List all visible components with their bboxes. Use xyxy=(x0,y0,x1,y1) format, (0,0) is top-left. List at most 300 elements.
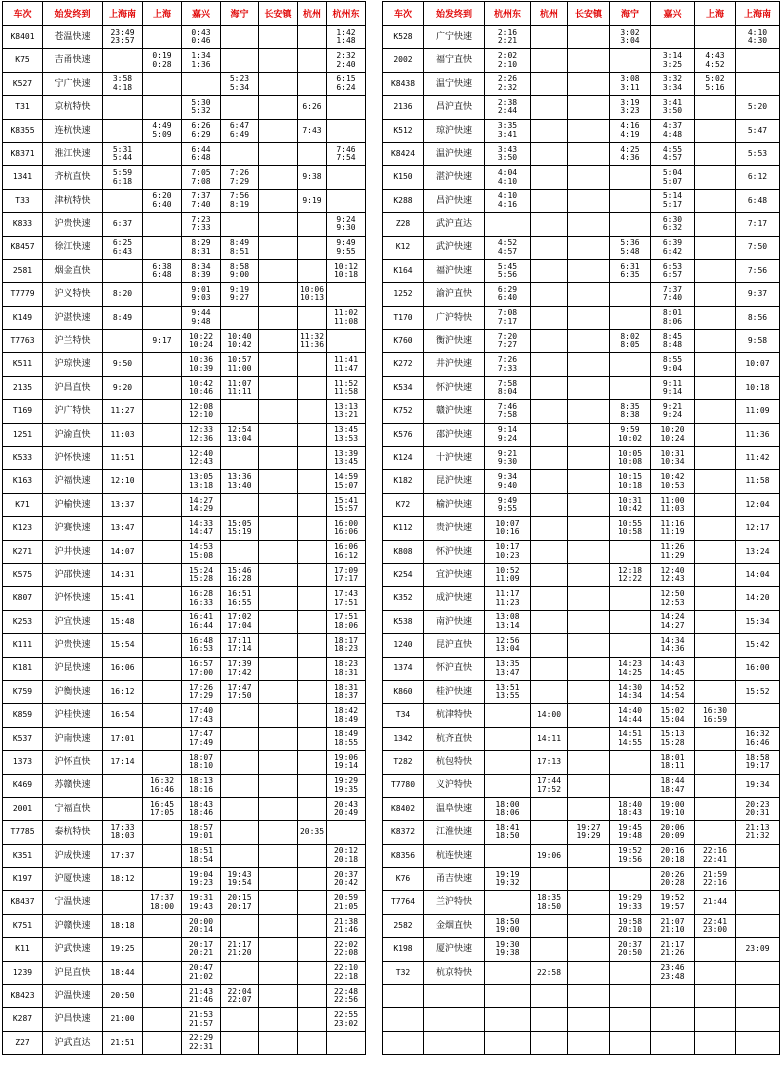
time-cell xyxy=(221,657,259,680)
time-cell xyxy=(531,166,568,189)
departure-time: 10:46 xyxy=(188,387,214,397)
route-name: 宜沪快速 xyxy=(424,563,485,586)
train-number: K8424 xyxy=(383,142,424,165)
time-cell xyxy=(610,213,651,236)
time-cell xyxy=(485,587,531,610)
arrival-time: 22:29 xyxy=(188,1033,214,1043)
time-cell xyxy=(298,821,327,844)
route-name: 徐江快速 xyxy=(43,236,103,259)
time-cell xyxy=(610,985,651,1008)
stop-time: 11:51 xyxy=(110,452,135,462)
route-name: 江淮快速 xyxy=(424,821,485,844)
time-cell xyxy=(182,306,221,329)
arrival-time: 7:56 xyxy=(229,191,250,201)
departure-time: 6:42 xyxy=(662,246,683,256)
time-cell xyxy=(568,72,610,95)
route-name: 昆沪快速 xyxy=(424,470,485,493)
time-cell xyxy=(568,259,610,282)
train-number: K576 xyxy=(383,423,424,446)
route-name: 淮江快速 xyxy=(43,142,103,165)
arrival-time: 19:19 xyxy=(495,869,520,879)
time-cell xyxy=(531,353,568,376)
time-cell xyxy=(103,517,143,540)
time-cell xyxy=(610,891,651,914)
train-number: K163 xyxy=(3,470,43,493)
train-number: K808 xyxy=(383,540,424,563)
time-cell xyxy=(143,142,182,165)
route-name: 贵沪快速 xyxy=(424,517,485,540)
departure-time: 5:16 xyxy=(705,82,725,92)
time-cell xyxy=(485,844,531,867)
time-cell xyxy=(695,610,736,633)
time-cell xyxy=(736,797,780,820)
departure-time: 10:58 xyxy=(617,527,643,537)
time-cell xyxy=(651,774,695,797)
time-cell xyxy=(103,797,143,820)
time-cell xyxy=(327,797,366,820)
stop-time: 17:14 xyxy=(110,757,135,767)
time-cell xyxy=(695,540,736,563)
time-cell xyxy=(221,142,259,165)
time-cell xyxy=(610,142,651,165)
time-cell xyxy=(531,938,568,961)
departure-time: 2:32 xyxy=(497,82,518,92)
time-cell xyxy=(221,751,259,774)
arrival-time: 2:26 xyxy=(497,74,518,84)
time-cell xyxy=(298,657,327,680)
departure-time: 18:31 xyxy=(333,667,359,677)
time-cell xyxy=(143,985,182,1008)
arrival-time: 22:16 xyxy=(702,846,728,856)
arrival-time: 4:16 xyxy=(620,121,640,131)
time-cell xyxy=(736,704,780,727)
time-cell xyxy=(298,96,327,119)
departure-time: 11:23 xyxy=(495,597,520,607)
time-cell xyxy=(259,423,298,446)
stop-time: 22:58 xyxy=(536,967,562,977)
time-cell xyxy=(143,961,182,984)
departure-time: 4:18 xyxy=(112,82,133,92)
route-name: 杭连快速 xyxy=(424,844,485,867)
departure-time: 20:28 xyxy=(660,878,685,888)
time-cell xyxy=(695,330,736,353)
time-cell xyxy=(327,119,366,142)
departure-time: 0:28 xyxy=(152,59,172,69)
arrival-time: 14:33 xyxy=(188,518,214,528)
departure-time: 15:07 xyxy=(333,480,359,490)
table-row xyxy=(3,985,366,1008)
departure-time: 6:40 xyxy=(152,199,172,209)
time-cell xyxy=(221,1031,259,1054)
train-number: T33 xyxy=(3,189,43,212)
time-cell xyxy=(568,376,610,399)
arrival-time: 20:00 xyxy=(188,916,214,926)
time-cell xyxy=(651,1031,695,1054)
departure-time: 21:57 xyxy=(188,1018,214,1028)
train-number: K254 xyxy=(383,563,424,586)
arrival-time: 0:19 xyxy=(152,51,172,61)
departure-time: 11:08 xyxy=(333,316,359,326)
column-header: 杭州东 xyxy=(485,2,531,26)
arrival-time: 9:49 xyxy=(497,495,518,505)
time-cell xyxy=(651,493,695,516)
arrival-time: 10:42 xyxy=(660,472,685,482)
departure-time: 22:07 xyxy=(227,995,252,1005)
time-cell xyxy=(259,751,298,774)
time-cell xyxy=(531,306,568,329)
arrival-time: 5:30 xyxy=(191,97,211,107)
arrival-time: 8:49 xyxy=(229,238,250,248)
departure-time: 4:36 xyxy=(620,153,640,163)
time-cell xyxy=(485,166,531,189)
time-cell xyxy=(103,330,143,353)
arrival-time: 3:19 xyxy=(620,97,640,107)
route-name: 甬吉快速 xyxy=(424,868,485,891)
departure-time: 18:49 xyxy=(333,714,359,724)
arrival-time: 7:26 xyxy=(229,168,250,178)
time-cell xyxy=(695,423,736,446)
departure-time: 21:46 xyxy=(188,995,214,1005)
departure-time: 7:54 xyxy=(336,153,356,163)
arrival-time: 16:06 xyxy=(333,542,359,552)
time-cell xyxy=(143,844,182,867)
departure-time: 14:34 xyxy=(617,691,643,701)
departure-time: 8:39 xyxy=(191,270,211,280)
time-cell xyxy=(568,914,610,937)
time-cell xyxy=(485,1031,531,1054)
table-row xyxy=(383,914,780,937)
arrival-time: 8:35 xyxy=(620,401,640,411)
departure-time: 7:33 xyxy=(191,223,211,233)
table-row xyxy=(3,680,366,703)
time-cell xyxy=(610,680,651,703)
time-cell xyxy=(736,1031,780,1054)
arrival-time: 17:51 xyxy=(333,612,359,622)
time-cell xyxy=(568,493,610,516)
time-cell xyxy=(259,447,298,470)
time-cell xyxy=(651,563,695,586)
time-cell xyxy=(298,891,327,914)
time-cell xyxy=(298,1008,327,1031)
arrival-time: 2:38 xyxy=(497,97,518,107)
time-cell xyxy=(103,774,143,797)
time-cell xyxy=(531,891,568,914)
time-cell xyxy=(651,914,695,937)
route-name: 连杭快速 xyxy=(43,119,103,142)
time-cell xyxy=(610,353,651,376)
time-cell xyxy=(736,189,780,212)
time-cell xyxy=(143,189,182,212)
arrival-time: 9:01 xyxy=(191,284,211,294)
departure-time: 8:19 xyxy=(229,199,250,209)
time-cell xyxy=(568,680,610,703)
arrival-time: 12:40 xyxy=(660,565,685,575)
time-cell xyxy=(221,72,259,95)
stop-time: 20:50 xyxy=(110,990,135,1000)
stop-time: 9:19 xyxy=(302,195,322,205)
time-cell xyxy=(485,213,531,236)
time-cell xyxy=(182,961,221,984)
time-cell xyxy=(736,517,780,540)
time-cell xyxy=(485,470,531,493)
time-cell xyxy=(259,353,298,376)
time-cell xyxy=(651,868,695,891)
time-cell xyxy=(221,914,259,937)
route-name: 吉甬快速 xyxy=(43,49,103,72)
time-cell xyxy=(568,306,610,329)
time-cell xyxy=(568,166,610,189)
time-cell xyxy=(221,259,259,282)
column-header: 始发终到 xyxy=(424,2,485,26)
table-row xyxy=(3,961,366,984)
train-number: K124 xyxy=(383,447,424,470)
arrival-time: 22:04 xyxy=(227,986,252,996)
departure-time: 14:55 xyxy=(617,737,643,747)
stop-time: 9:20 xyxy=(112,382,133,392)
time-cell xyxy=(182,213,221,236)
time-cell xyxy=(259,891,298,914)
time-cell xyxy=(531,26,568,49)
departure-time: 9:55 xyxy=(336,246,356,256)
train-number: K512 xyxy=(383,119,424,142)
time-cell xyxy=(695,587,736,610)
route-name: 沪衡快速 xyxy=(43,680,103,703)
departure-time: 7:33 xyxy=(497,363,518,373)
arrival-time: 18:01 xyxy=(660,752,685,762)
table-row xyxy=(3,376,366,399)
time-cell xyxy=(695,72,736,95)
time-cell xyxy=(610,189,651,212)
time-cell xyxy=(182,142,221,165)
table-row xyxy=(3,1008,366,1031)
arrival-time: 23:46 xyxy=(660,963,685,973)
arrival-time: 10:52 xyxy=(495,565,520,575)
time-cell xyxy=(327,376,366,399)
time-cell xyxy=(568,400,610,423)
time-cell xyxy=(327,774,366,797)
route-name: 沪怀快速 xyxy=(43,447,103,470)
time-cell xyxy=(651,961,695,984)
arrival-time: 3:32 xyxy=(662,74,683,84)
time-cell xyxy=(298,353,327,376)
arrival-time: 18:43 xyxy=(188,799,214,809)
table-row xyxy=(3,868,366,891)
time-cell xyxy=(143,400,182,423)
train-number: K760 xyxy=(383,330,424,353)
time-cell xyxy=(736,96,780,119)
departure-time: 19:43 xyxy=(188,901,214,911)
time-cell xyxy=(327,189,366,212)
train-number: K288 xyxy=(383,189,424,212)
time-cell xyxy=(327,868,366,891)
time-cell xyxy=(610,96,651,119)
time-cell xyxy=(143,72,182,95)
time-cell xyxy=(531,189,568,212)
train-number: K8355 xyxy=(3,119,43,142)
time-cell xyxy=(695,797,736,820)
departure-time: 19:54 xyxy=(227,878,252,888)
time-cell xyxy=(182,1008,221,1031)
time-cell xyxy=(651,517,695,540)
train-number: K76 xyxy=(383,868,424,891)
table-row xyxy=(383,49,780,72)
time-cell xyxy=(182,447,221,470)
departure-time: 21:10 xyxy=(660,925,685,935)
time-cell xyxy=(651,657,695,680)
train-number: K271 xyxy=(3,540,43,563)
route-name: 沪贵快速 xyxy=(43,213,103,236)
time-cell xyxy=(736,868,780,891)
table-row xyxy=(3,634,366,657)
time-cell xyxy=(182,259,221,282)
time-cell xyxy=(485,751,531,774)
time-cell xyxy=(221,96,259,119)
stop-time: 14:00 xyxy=(536,710,562,720)
table-row xyxy=(383,657,780,680)
time-cell xyxy=(259,844,298,867)
arrival-time: 20:37 xyxy=(333,869,359,879)
arrival-time: 2:32 xyxy=(336,51,356,61)
departure-time: 6:48 xyxy=(191,153,211,163)
train-number: K71 xyxy=(3,493,43,516)
table-row xyxy=(383,26,780,49)
departure-time: 9:03 xyxy=(191,293,211,303)
arrival-time: 8:55 xyxy=(662,355,683,365)
time-cell xyxy=(695,844,736,867)
time-cell xyxy=(485,634,531,657)
column-header: 嘉兴 xyxy=(182,2,221,26)
train-number: T7779 xyxy=(3,283,43,306)
table-row xyxy=(383,938,780,961)
arrival-time: 10:40 xyxy=(227,331,252,341)
arrival-time: 2:16 xyxy=(497,27,518,37)
time-cell xyxy=(298,376,327,399)
time-cell xyxy=(568,704,610,727)
time-cell xyxy=(103,96,143,119)
table-row xyxy=(383,844,780,867)
time-cell xyxy=(651,447,695,470)
arrival-time: 9:11 xyxy=(662,378,683,388)
time-cell xyxy=(610,306,651,329)
time-cell xyxy=(143,353,182,376)
arrival-time: 22:55 xyxy=(333,1010,359,1020)
route-name: 邵沪快速 xyxy=(424,423,485,446)
time-cell xyxy=(327,938,366,961)
time-cell xyxy=(531,914,568,937)
route-name: 赣沪快速 xyxy=(424,400,485,423)
arrival-time: 9:34 xyxy=(497,472,518,482)
arrival-time: 10:55 xyxy=(617,518,643,528)
arrival-time: 3:02 xyxy=(620,27,640,37)
arrival-time: 6:30 xyxy=(662,214,683,224)
arrival-time: 19:06 xyxy=(333,752,359,762)
arrival-time: 3:58 xyxy=(112,74,133,84)
departure-time: 4:16 xyxy=(497,199,518,209)
time-cell xyxy=(736,610,780,633)
time-cell xyxy=(221,236,259,259)
arrival-time: 20:12 xyxy=(333,846,359,856)
train-number: 1239 xyxy=(3,961,43,984)
time-cell xyxy=(531,259,568,282)
departure-time: 10:39 xyxy=(188,363,214,373)
time-cell xyxy=(531,400,568,423)
time-cell xyxy=(531,470,568,493)
time-cell xyxy=(298,26,327,49)
time-cell xyxy=(485,306,531,329)
departure-time: 13:18 xyxy=(188,480,214,490)
table-row xyxy=(383,680,780,703)
table-row xyxy=(383,142,780,165)
arrival-time: 10:31 xyxy=(660,448,685,458)
column-header: 海宁 xyxy=(610,2,651,26)
departure-time: 19:01 xyxy=(188,831,214,841)
time-cell xyxy=(143,213,182,236)
stop-time: 11:27 xyxy=(110,406,135,416)
arrival-time: 12:56 xyxy=(495,635,520,645)
departure-time: 15:19 xyxy=(227,527,252,537)
time-cell xyxy=(143,727,182,750)
time-cell xyxy=(259,330,298,353)
time-cell xyxy=(103,283,143,306)
time-cell xyxy=(221,868,259,891)
arrival-time: 18:00 xyxy=(495,799,520,809)
train-number: K469 xyxy=(3,774,43,797)
time-cell xyxy=(221,727,259,750)
arrival-time: 12:08 xyxy=(188,401,214,411)
table-row xyxy=(383,517,780,540)
time-cell xyxy=(485,727,531,750)
time-cell xyxy=(182,634,221,657)
train-number: K8423 xyxy=(3,985,43,1008)
arrival-time: 3:43 xyxy=(497,144,518,154)
time-cell xyxy=(327,470,366,493)
time-cell xyxy=(259,189,298,212)
train-number: K197 xyxy=(3,868,43,891)
arrival-time: 10:06 xyxy=(299,284,325,294)
table-row xyxy=(383,400,780,423)
time-cell xyxy=(327,49,366,72)
stop-time: 9:17 xyxy=(152,336,172,346)
time-cell xyxy=(259,563,298,586)
departure-time: 3:34 xyxy=(662,82,683,92)
departure-time: 9:24 xyxy=(497,433,518,443)
route-name: 沪义特快 xyxy=(43,283,103,306)
time-cell xyxy=(485,119,531,142)
departure-time: 18:06 xyxy=(495,808,520,818)
time-cell xyxy=(143,447,182,470)
time-cell xyxy=(531,727,568,750)
timetable-right xyxy=(382,1,780,1055)
departure-time: 3:50 xyxy=(497,153,518,163)
time-cell xyxy=(568,330,610,353)
train-number: 1341 xyxy=(3,166,43,189)
train-number: T31 xyxy=(3,96,43,119)
time-cell xyxy=(143,868,182,891)
departure-time: 15:28 xyxy=(188,574,214,584)
arrival-time: 8:29 xyxy=(191,238,211,248)
departure-time: 6:48 xyxy=(152,270,172,280)
stop-time: 18:44 xyxy=(110,967,135,977)
time-cell xyxy=(182,423,221,446)
table-row xyxy=(383,470,780,493)
time-cell xyxy=(298,330,327,353)
time-cell xyxy=(485,400,531,423)
time-cell xyxy=(143,634,182,657)
stop-time: 9:37 xyxy=(747,289,768,299)
time-cell xyxy=(736,914,780,937)
departure-time: 10:53 xyxy=(660,480,685,490)
table-row xyxy=(383,985,780,1008)
